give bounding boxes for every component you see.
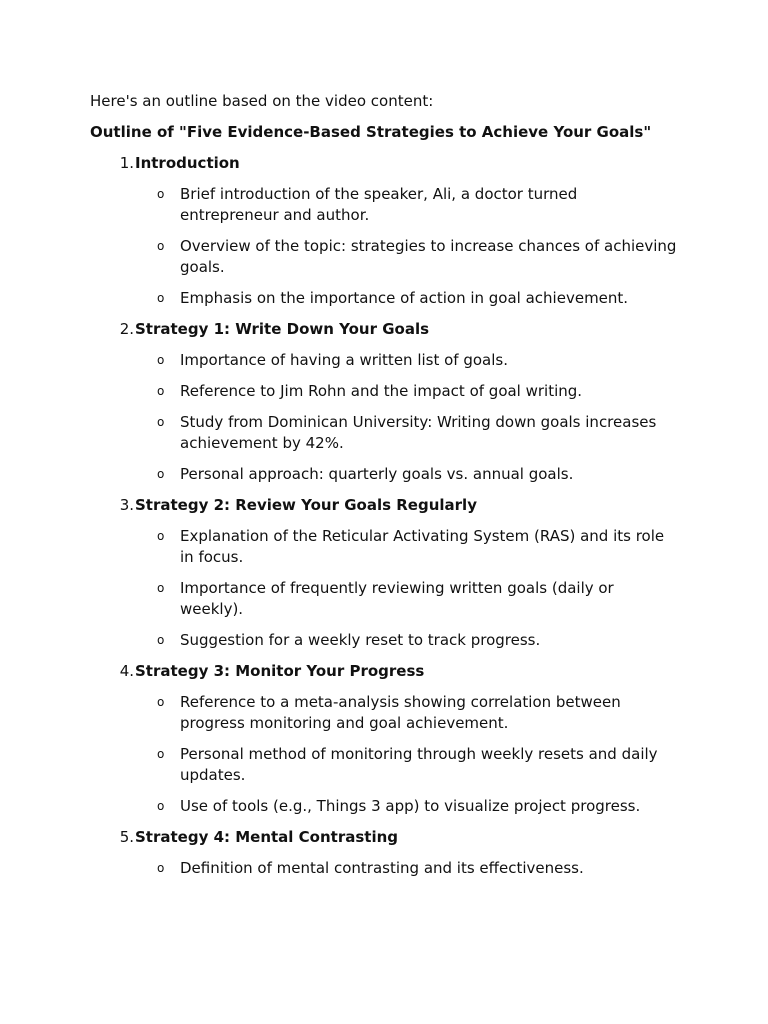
section-heading bbox=[90, 827, 680, 848]
list-item-text: Importance of frequently reviewing written goals (daily or weekly). bbox=[180, 579, 614, 618]
hollow-circle-bullet-icon: o bbox=[157, 529, 165, 543]
section-number-label: 4. bbox=[119, 662, 134, 680]
intro-text: Here's an outline based on the video content: bbox=[90, 92, 434, 110]
list-item-text: Personal approach: quarterly goals vs. annual goals. bbox=[180, 465, 574, 483]
section-points bbox=[90, 350, 680, 485]
bullet-icon bbox=[90, 630, 180, 651]
section-heading bbox=[90, 661, 680, 682]
bullet-icon bbox=[90, 578, 180, 620]
hollow-circle-bullet-icon: o bbox=[157, 799, 165, 813]
list-item bbox=[90, 578, 680, 620]
hollow-circle-bullet-icon: o bbox=[157, 581, 165, 595]
bullet-icon bbox=[90, 381, 180, 402]
section-points bbox=[90, 692, 680, 817]
list-item bbox=[90, 381, 680, 402]
hollow-circle-bullet-icon: o bbox=[157, 861, 165, 875]
section-number-label: 5. bbox=[119, 828, 134, 846]
section-number bbox=[90, 827, 135, 848]
list-item-text: Overview of the topic: strategies to increase chances of achieving goals. bbox=[180, 237, 677, 276]
section-number bbox=[90, 661, 135, 682]
outline-title: Outline of "Five Evidence-Based Strategies to Achieve Your Goals" bbox=[90, 123, 652, 141]
hollow-circle-bullet-icon: o bbox=[157, 415, 165, 429]
list-item bbox=[90, 692, 680, 734]
outline-sections bbox=[90, 153, 680, 879]
list-item-text: Emphasis on the importance of action in goal achievement. bbox=[180, 289, 629, 307]
list-item bbox=[90, 184, 680, 226]
bullet-icon bbox=[90, 744, 180, 786]
list-item bbox=[90, 744, 680, 786]
bullet-icon bbox=[90, 464, 180, 485]
bullet-icon bbox=[90, 184, 180, 226]
hollow-circle-bullet-icon: o bbox=[157, 467, 165, 481]
bullet-icon bbox=[90, 858, 180, 879]
hollow-circle-bullet-icon: o bbox=[157, 695, 165, 709]
bullet-icon bbox=[90, 412, 180, 454]
list-item-text: Use of tools (e.g., Things 3 app) to visualize project progress. bbox=[180, 797, 641, 815]
list-item-text: Explanation of the Reticular Activating System (RAS) and its role in focus. bbox=[180, 527, 665, 566]
hollow-circle-bullet-icon: o bbox=[157, 633, 165, 647]
outline-section bbox=[90, 661, 680, 817]
section-number-label: 2. bbox=[119, 320, 134, 338]
list-item-text: Personal method of monitoring through weekly resets and daily updates. bbox=[180, 745, 658, 784]
section-title: Strategy 2: Review Your Goals Regularly bbox=[135, 496, 477, 514]
outline-section bbox=[90, 319, 680, 485]
bullet-icon bbox=[90, 350, 180, 371]
list-item bbox=[90, 858, 680, 879]
bullet-icon bbox=[90, 526, 180, 568]
list-item bbox=[90, 796, 680, 817]
list-item-text: Reference to Jim Rohn and the impact of goal writing. bbox=[180, 382, 583, 400]
list-item bbox=[90, 412, 680, 454]
list-item bbox=[90, 464, 680, 485]
hollow-circle-bullet-icon: o bbox=[157, 353, 165, 367]
outline-section bbox=[90, 495, 680, 651]
hollow-circle-bullet-icon: o bbox=[157, 187, 165, 201]
section-number bbox=[90, 319, 135, 340]
section-title: Strategy 1: Write Down Your Goals bbox=[135, 320, 430, 338]
bullet-icon bbox=[90, 236, 180, 278]
list-item-text: Importance of having a written list of goals. bbox=[180, 351, 508, 369]
section-number bbox=[90, 153, 135, 174]
bullet-icon bbox=[90, 288, 180, 309]
document-page bbox=[90, 91, 680, 889]
list-item-text: Study from Dominican University: Writing down goals increases achievement by 42%. bbox=[180, 413, 657, 452]
section-title: Strategy 4: Mental Contrasting bbox=[135, 828, 399, 846]
list-item-text: Brief introduction of the speaker, Ali, a doctor turned entrepreneur and author. bbox=[180, 185, 578, 224]
list-item-text: Definition of mental contrasting and its effectiveness. bbox=[180, 859, 584, 877]
list-item-text: Suggestion for a weekly reset to track progress. bbox=[180, 631, 541, 649]
list-item-text: Reference to a meta-analysis showing correlation between progress monitoring and goal achievement. bbox=[180, 693, 621, 732]
section-points bbox=[90, 858, 680, 879]
section-heading bbox=[90, 495, 680, 516]
list-item bbox=[90, 526, 680, 568]
section-number bbox=[90, 495, 135, 516]
hollow-circle-bullet-icon: o bbox=[157, 747, 165, 761]
list-item bbox=[90, 350, 680, 371]
list-item bbox=[90, 630, 680, 651]
list-item bbox=[90, 288, 680, 309]
hollow-circle-bullet-icon: o bbox=[157, 384, 165, 398]
section-points bbox=[90, 526, 680, 651]
section-heading bbox=[90, 153, 680, 174]
section-heading bbox=[90, 319, 680, 340]
section-number-label: 1. bbox=[119, 154, 134, 172]
bullet-icon bbox=[90, 692, 180, 734]
section-title: Introduction bbox=[135, 154, 240, 172]
section-number-label: 3. bbox=[119, 496, 134, 514]
outline-section bbox=[90, 827, 680, 879]
hollow-circle-bullet-icon: o bbox=[157, 291, 165, 305]
bullet-icon bbox=[90, 796, 180, 817]
outline-section bbox=[90, 153, 680, 309]
section-points bbox=[90, 184, 680, 309]
section-title: Strategy 3: Monitor Your Progress bbox=[135, 662, 425, 680]
hollow-circle-bullet-icon: o bbox=[157, 239, 165, 253]
list-item bbox=[90, 236, 680, 278]
